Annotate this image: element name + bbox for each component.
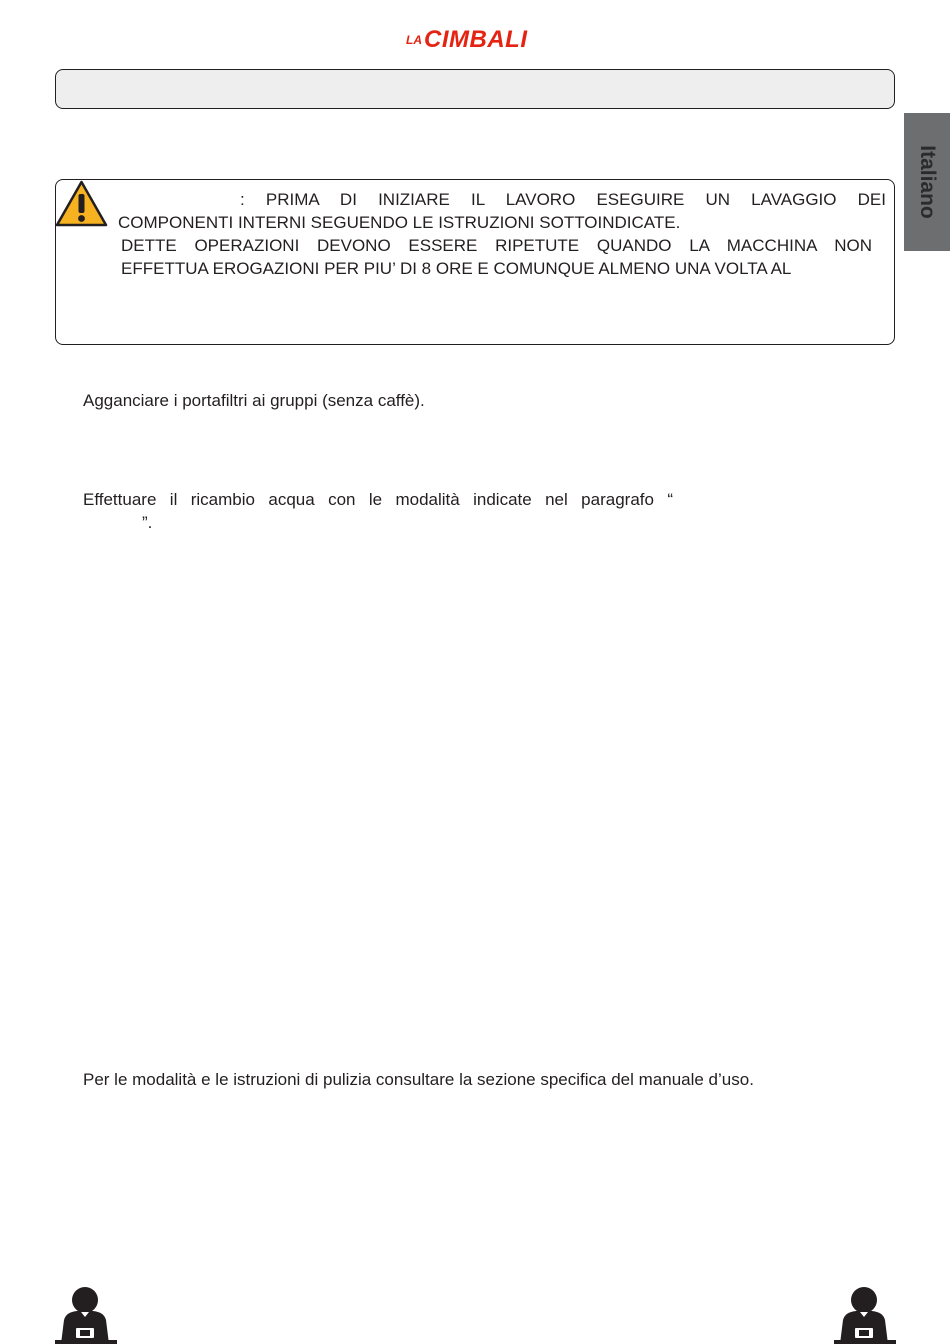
section-header-bar [55, 69, 895, 109]
language-tab-label: Italiano [916, 145, 939, 219]
logo-name: CIMBALI [424, 26, 528, 53]
warning-text-line-4: EFFETTUA EROGAZIONI PER PIU’ DI 8 ORE E COMUNQUE ALMENO UNA VOLTA AL [121, 259, 792, 278]
instruction-paragraph-2-line-1: Effettuare il ricambio acqua con le modalità indicate nel paragrafo “ [83, 490, 673, 509]
cimbali-logo [402, 22, 548, 54]
warning-text-line-1: : PRIMA DI INIZIARE IL LAVORO ESEGUIRE UN LAVAGGIO DEI [240, 190, 886, 209]
warning-triangle-icon [55, 180, 108, 227]
warning-text-line-2: COMPONENTI INTERNI SEGUENDO LE ISTRUZIONI SOTTOINDICATE. [118, 213, 681, 232]
barista-icon [55, 1286, 117, 1344]
instruction-paragraph-2-line-2: ”. [142, 513, 153, 532]
logo-prefix: LA [406, 33, 422, 47]
barista-icon [834, 1286, 896, 1344]
warning-text-line-3: DETTE OPERAZIONI DEVONO ESSERE RIPETUTE QUANDO LA MACCHINA NON [121, 236, 872, 255]
language-tab [904, 113, 950, 251]
instruction-paragraph-3: Per le modalità e le istruzioni di pulizia consultare la sezione specifica del manuale d’uso. [83, 1070, 754, 1089]
instruction-paragraph-1: Agganciare i portafiltri ai gruppi (senza caffè). [83, 391, 425, 410]
